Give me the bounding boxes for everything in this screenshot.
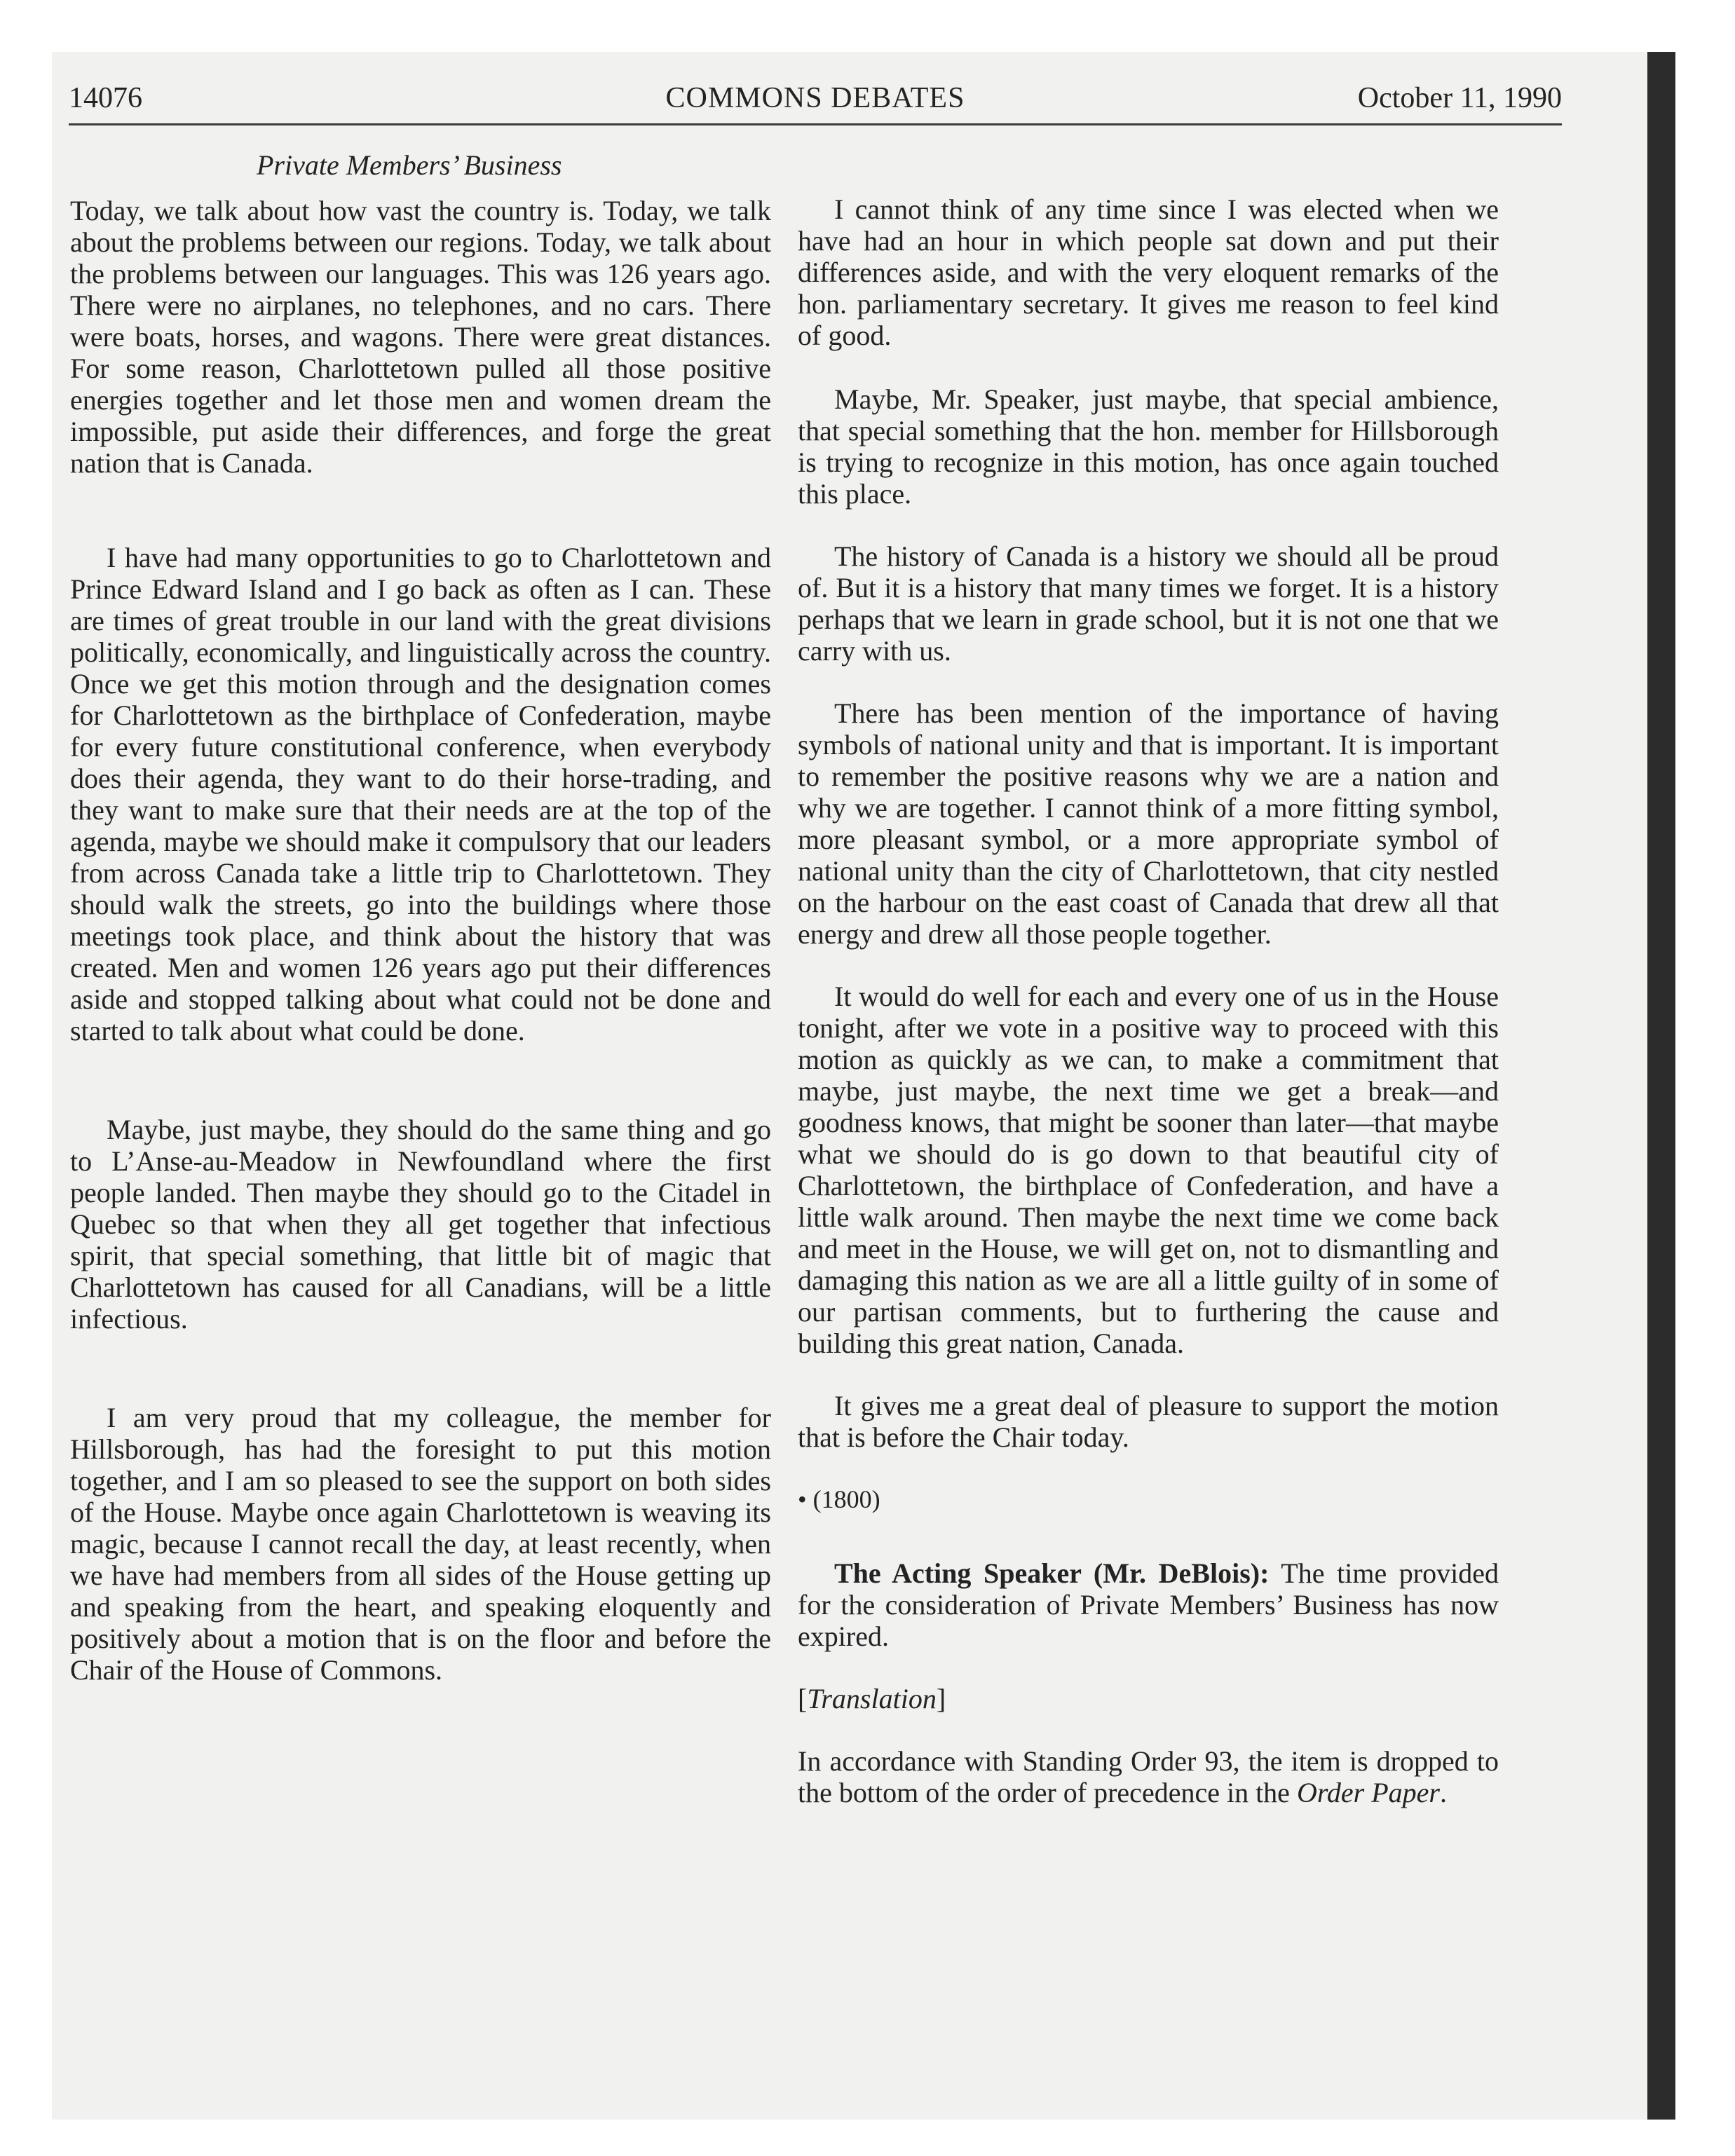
left-column [70,195,771,1735]
paragraph: I cannot think of any time since I was elected when we have had an hour in which people sat down and put their differences aside, and with the very eloquent remarks of the hon. parliamentary secretary. It gives me reason to feel kind of good. [798,193,1499,351]
paragraph: The history of Canada is a history we should all be proud of. But it is a history that many times we forget. It is a history perhaps that we learn in grade school, but it is not one that we carry with us. [798,540,1499,667]
speaker-name: The Acting Speaker (Mr. DeBlois): [834,1557,1270,1589]
translation-note [798,1683,1499,1714]
paragraph: Maybe, just maybe, they should do the same thing and go to L’Anse-au-Meadow in Newfoundland where the first people landed. Then maybe they should go to the Citadel in Quebec so that when they all get together that infectious spirit, that special something, that little bit of magic that Charlottetown has caused for all Canadians, will be a little infectious. [70,1114,771,1335]
speaker-text: The time provided for the consideration of Private Members’ Business has now expired. [798,1557,1499,1652]
order-paper-title: Order Paper [1296,1777,1440,1808]
paragraph: I have had many opportunities to go to Charlottetown and Prince Edward Island and I go back as often as I can. These are times of great trouble in our land with the great divisions politically, economically, and linguistically across the country. Once we get this motion through and the designation comes for Charlottetown as the birthplace of Confederation, maybe for every future constitutional conference, when everybody does their agenda, they want to do their horse-trading, and they want to make sure that their needs are at the top of the agenda, maybe we should make it compulsory that our leaders from across Canada take a little trip to Charlottetown. They should walk the streets, go into the buildings where those meetings took place, and think about the history that was created. Men and women 126 years ago put their differences aside and stopped talking about what could not be done and started to talk about what could be done. [70,542,771,1046]
final-paragraph [798,1745,1499,1808]
final-text: In accordance with Standing Order 93, the item is dropped to the bottom of the order of precedence in the [798,1745,1499,1808]
final-period: . [1439,1777,1447,1808]
paragraph: It would do well for each and every one of us in the House tonight, after we vote in a positive way to proceed with this motion as quickly as we can, to make a commitment that maybe, just maybe, the next time we get a break—and goodness knows, that might be sooner than later—that maybe what we should do is go down to that beautiful city of Charlottetown, the birthplace of Confederation, and have a little walk around. Then maybe the next time we come back and meet in the House, we will get on, not to dismantling and damaging this nation as we are all a little guilty of in some of our partisan comments, but to furthering the cause and building this great nation, Canada. [798,981,1499,1359]
page-date: October 11, 1990 [1357,82,1562,114]
scan-edge-bar [1647,52,1675,2120]
paragraph: It gives me a great deal of pleasure to support the motion that is before the Chair today. [798,1390,1499,1453]
paragraph: Today, we talk about how vast the country is. Today, we talk about the problems between our regions. Today, we talk about the problems between our languages. This was 126 years ago. There were no airplanes, no telephones, and no cars. There were boats, horses, and wagons. There were great distances. For some reason, Charlottetown pulled all those positive energies together and let those men and women dream the impossible, put aside their differences, and forge the great nation that is Canada. [70,195,771,479]
paragraph: Maybe, Mr. Speaker, just maybe, that special ambience, that special something that the hon. member for Hillsborough is trying to recognize in this motion, has once again touched this place. [798,383,1499,510]
time-marker: • (1800) [798,1485,880,1513]
right-column [798,193,1499,1839]
page-number: 14076 [69,82,142,114]
section-title: Private Members’ Business [257,149,562,181]
paragraph: There has been mention of the importance of having symbols of national unity and that is important. It is important to remember the positive reasons why we are a nation and why we are together. I cannot think of a more fitting symbol, more pleasant symbol, or a more appropriate symbol of national unity than the city of Charlottetown, that city nestled on the harbour on the east coast of Canada that drew all that energy and drew all those people together. [798,697,1499,950]
bracket-close: ] [936,1683,946,1714]
speaker-paragraph [798,1557,1499,1652]
paragraph: I am very proud that my colleague, the member for Hillsborough, has had the foresight to put this motion together, and I am so pleased to see the support on both sides of the House. Maybe once again Charlottetown is weaving its magic, because I cannot recall the day, at least recently, when we have had members from all sides of the House getting up and speaking from the heart, and speaking eloquently and positively about a motion that is on the floor and before the Chair of the House of Commons. [70,1402,771,1686]
page-header [69,69,1562,125]
bracket-open: [ [798,1683,808,1714]
journal-title: COMMONS DEBATES [665,82,965,114]
translation-label: Translation [807,1683,937,1714]
